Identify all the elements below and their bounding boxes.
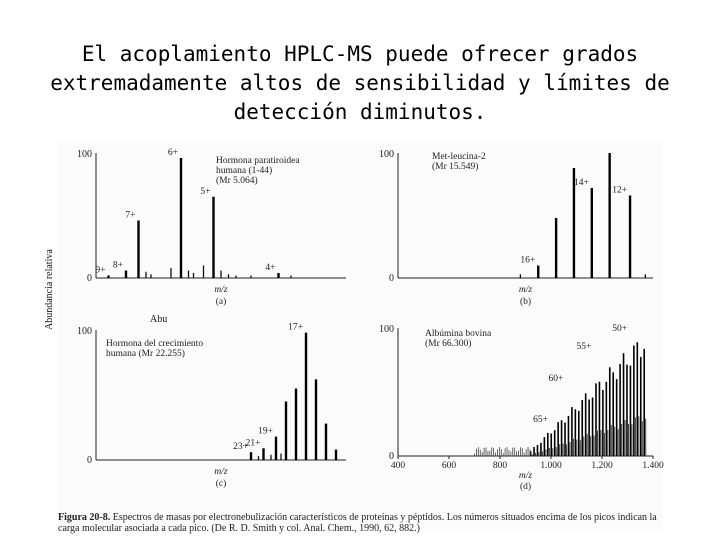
title-line-3: detección diminutos. [233, 100, 487, 124]
spectrum-annotation-line: humana (1-44) [216, 166, 273, 176]
x-tick-label: 600 [441, 461, 457, 471]
panel-label: (d) [519, 482, 532, 492]
abu-label: Abu [150, 314, 168, 325]
x-tick-label: 1.000 [540, 461, 562, 471]
panel-label: (c) [215, 479, 227, 489]
spectrum-annotation-line: (Mr 66.300) [425, 339, 472, 349]
spectrum-panel-a [66, 145, 356, 310]
panel-label: (a) [215, 297, 227, 307]
spectrum-panel-d [370, 320, 664, 505]
y-axis-label: Abundancia relativa [44, 249, 55, 330]
y-tick-label-top: 100 [379, 324, 394, 335]
spectrum-c-plot [66, 320, 356, 505]
peak-charge-label: 60+ [548, 374, 564, 385]
x-axis-label: m/z [214, 467, 228, 477]
peak-charge-label: 12+ [612, 185, 628, 196]
peak-charge-label: 23+ [233, 442, 248, 453]
peak-charge-label: 21+ [245, 438, 261, 449]
spectrum-annotation-line: Met-leucina-2 [432, 152, 486, 162]
x-tick-label: 1.400 [642, 461, 664, 471]
x-axis-label: m/z [214, 285, 228, 295]
peak-charge-label: 16+ [520, 255, 536, 266]
spectrum-annotation-line: (Mr 5.064) [216, 176, 258, 186]
title-line-1: El acoplamiento HPLC-MS puede ofrecer grados [81, 42, 639, 66]
caption-figure-number: Figura 20-8. [58, 512, 111, 523]
y-tick-label-top: 100 [379, 149, 394, 160]
peak-charge-label: 14+ [573, 178, 589, 188]
y-tick-label-bottom: 0 [87, 455, 92, 466]
peak-charge-label: 5+ [200, 186, 211, 197]
caption-text: Espectros de masas por electronebulización característicos de proteínas y péptidos. Los números situados encima de los picos indican la carga molecular asociada a cada pico. (De R. D. Smith y col. Anal. Chem., 1990, 62, 882.) [58, 512, 657, 534]
x-axis-label: m/z [518, 285, 533, 295]
y-tick-label-bottom: 0 [389, 273, 394, 284]
spectrum-d-plot [370, 320, 664, 505]
y-tick-label-top: 100 [77, 326, 92, 337]
spectrum-annotation-line: humana (Mr 22.255) [106, 349, 185, 359]
spectrum-a-plot [66, 145, 356, 310]
peak-charge-label: 19+ [258, 426, 273, 437]
peak-charge-label: 7+ [125, 210, 136, 221]
spectrum-b-plot [370, 145, 660, 310]
peak-charge-label: 50+ [612, 324, 628, 335]
x-tick-label: 800 [492, 461, 508, 471]
spectrum-panel-c [66, 320, 356, 505]
peak-charge-label: 55+ [576, 342, 592, 353]
slide-title [10, 40, 710, 127]
y-tick-label-bottom: 0 [389, 451, 394, 462]
peak-charge-label: 8+ [112, 260, 123, 271]
peak-charge-label: 6+ [167, 148, 178, 158]
spectrum-panel-b [370, 145, 660, 310]
peak-charge-label: 65+ [533, 415, 548, 425]
x-tick-label: 1.200 [591, 461, 613, 471]
peak-charge-label: 17+ [288, 322, 303, 333]
peak-charge-label: 9+ [95, 265, 106, 276]
x-axis-label: m/z [518, 471, 533, 481]
panel-label: (b) [519, 297, 532, 307]
y-tick-label-top: 100 [77, 149, 92, 160]
peak-charge-label: 4+ [265, 263, 276, 273]
y-tick-label-bottom: 0 [87, 273, 92, 284]
spectrum-annotation-line: Albúmina bovina [425, 329, 492, 339]
x-tick-label: 400 [390, 461, 406, 471]
figure-caption [58, 512, 668, 536]
title-line-2: extremadamente altos de sensibilidad y límites de [50, 71, 670, 95]
spectrum-annotation-line: Hormona paratiroidea [216, 156, 300, 166]
spectrum-annotation-line: (Mr 15.549) [432, 162, 479, 172]
spectrum-annotation-line: Hormona del crecimiento [106, 339, 204, 349]
